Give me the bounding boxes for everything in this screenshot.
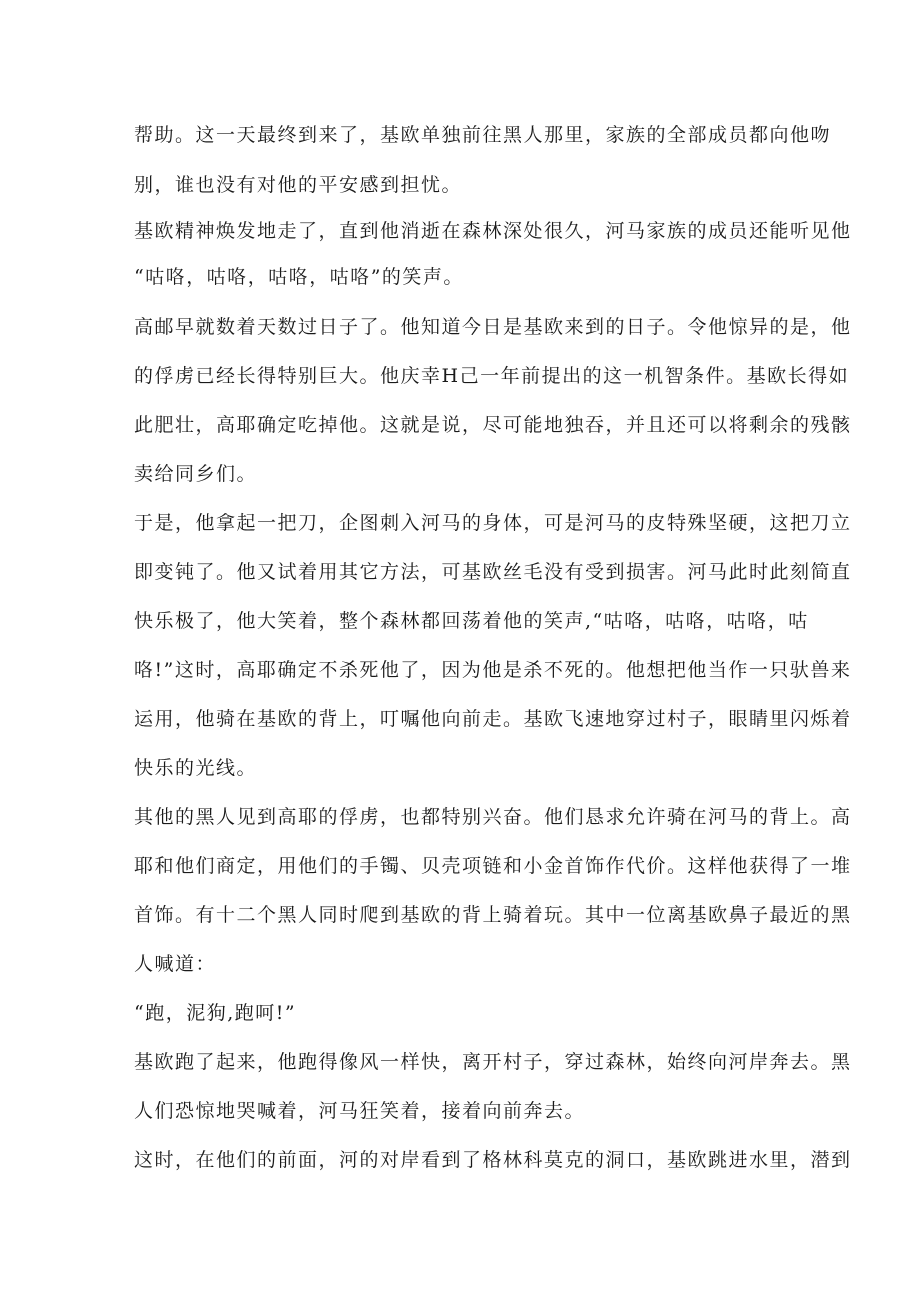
text-line: 高邮早就数着天数过日子了。他知道今日是基欧来到的日子。令他惊异的是，他 bbox=[134, 316, 852, 338]
text-line: 基欧跑了起来，他跑得像风一样快，离开村子，穿过森林，始终向河岸奔去。黑 bbox=[134, 1051, 852, 1073]
text-line: 的俘虏已经长得特别巨大。他庆幸H己一年前提出的这一机智条件。基欧长得如 bbox=[134, 365, 850, 387]
text-line: 卖给同乡们。 bbox=[134, 463, 258, 485]
text-line: “咕咯，咕咯，咕咯，咕咯”的笑声。 bbox=[134, 266, 464, 288]
text-line: 耶和他们商定，用他们的手镯、贝壳项链和小金首饰作代价。这样他获得了一堆 bbox=[134, 855, 852, 877]
text-line: “跑，泥狗,跑呵!” bbox=[134, 1002, 297, 1024]
text-line: 运用，他骑在基欧的背上，叮嘱他向前走。基欧飞速地穿过村子，眼睛里闪烁着 bbox=[134, 708, 852, 730]
text-line: 快乐极了，他大笑着，整个森林都回荡着他的笑声,“咕咯，咕咯，咕咯，咕 bbox=[134, 610, 809, 632]
text-line: 首饰。有十二个黑人同时爬到基欧的背上骑着玩。其中一位离基欧鼻子最近的黑 bbox=[134, 904, 852, 926]
text-line: 人喊道： bbox=[134, 953, 217, 975]
text-line: 基欧精神焕发地走了，直到他消逝在森林深处很久，河马家族的成员还能听见他 bbox=[134, 220, 852, 242]
text-line: 即变钝了。他又试着用其它方法，可基欧丝毛没有受到损害。河马此时此刻简直 bbox=[134, 561, 852, 583]
text-line: 于是，他拿起一把刀，企图刺入河马的身体，可是河马的皮特殊坚硬，这把刀立 bbox=[134, 512, 852, 534]
text-line: 此肥壮，高耶确定吃掉他。这就是说，尽可能地独吞，并且还可以将剩余的残骸 bbox=[134, 414, 852, 436]
text-line: 这时，在他们的前面，河的对岸看到了格林科莫克的洞口，基欧跳进水里，潜到 bbox=[134, 1149, 852, 1171]
text-line: 快乐的光线。 bbox=[134, 757, 258, 779]
text-line: 其他的黑人见到高耶的俘虏，也都特别兴奋。他们恳求允许骑在河马的背上。高 bbox=[134, 806, 852, 828]
text-line: 别，谁也没有对他的平安感到担忧。 bbox=[134, 174, 463, 196]
text-line: 帮助。这一天最终到来了，基欧单独前往黑人那里，家族的全部成员都向他吻 bbox=[134, 124, 832, 146]
text-line: 人们恐惊地哭喊着，河马狂笑着，接着向前奔去。 bbox=[134, 1100, 586, 1122]
text-line: 咯!”这时，高耶确定不杀死他了，因为他是杀不死的。他想把他当作一只驮兽来 bbox=[134, 659, 852, 681]
